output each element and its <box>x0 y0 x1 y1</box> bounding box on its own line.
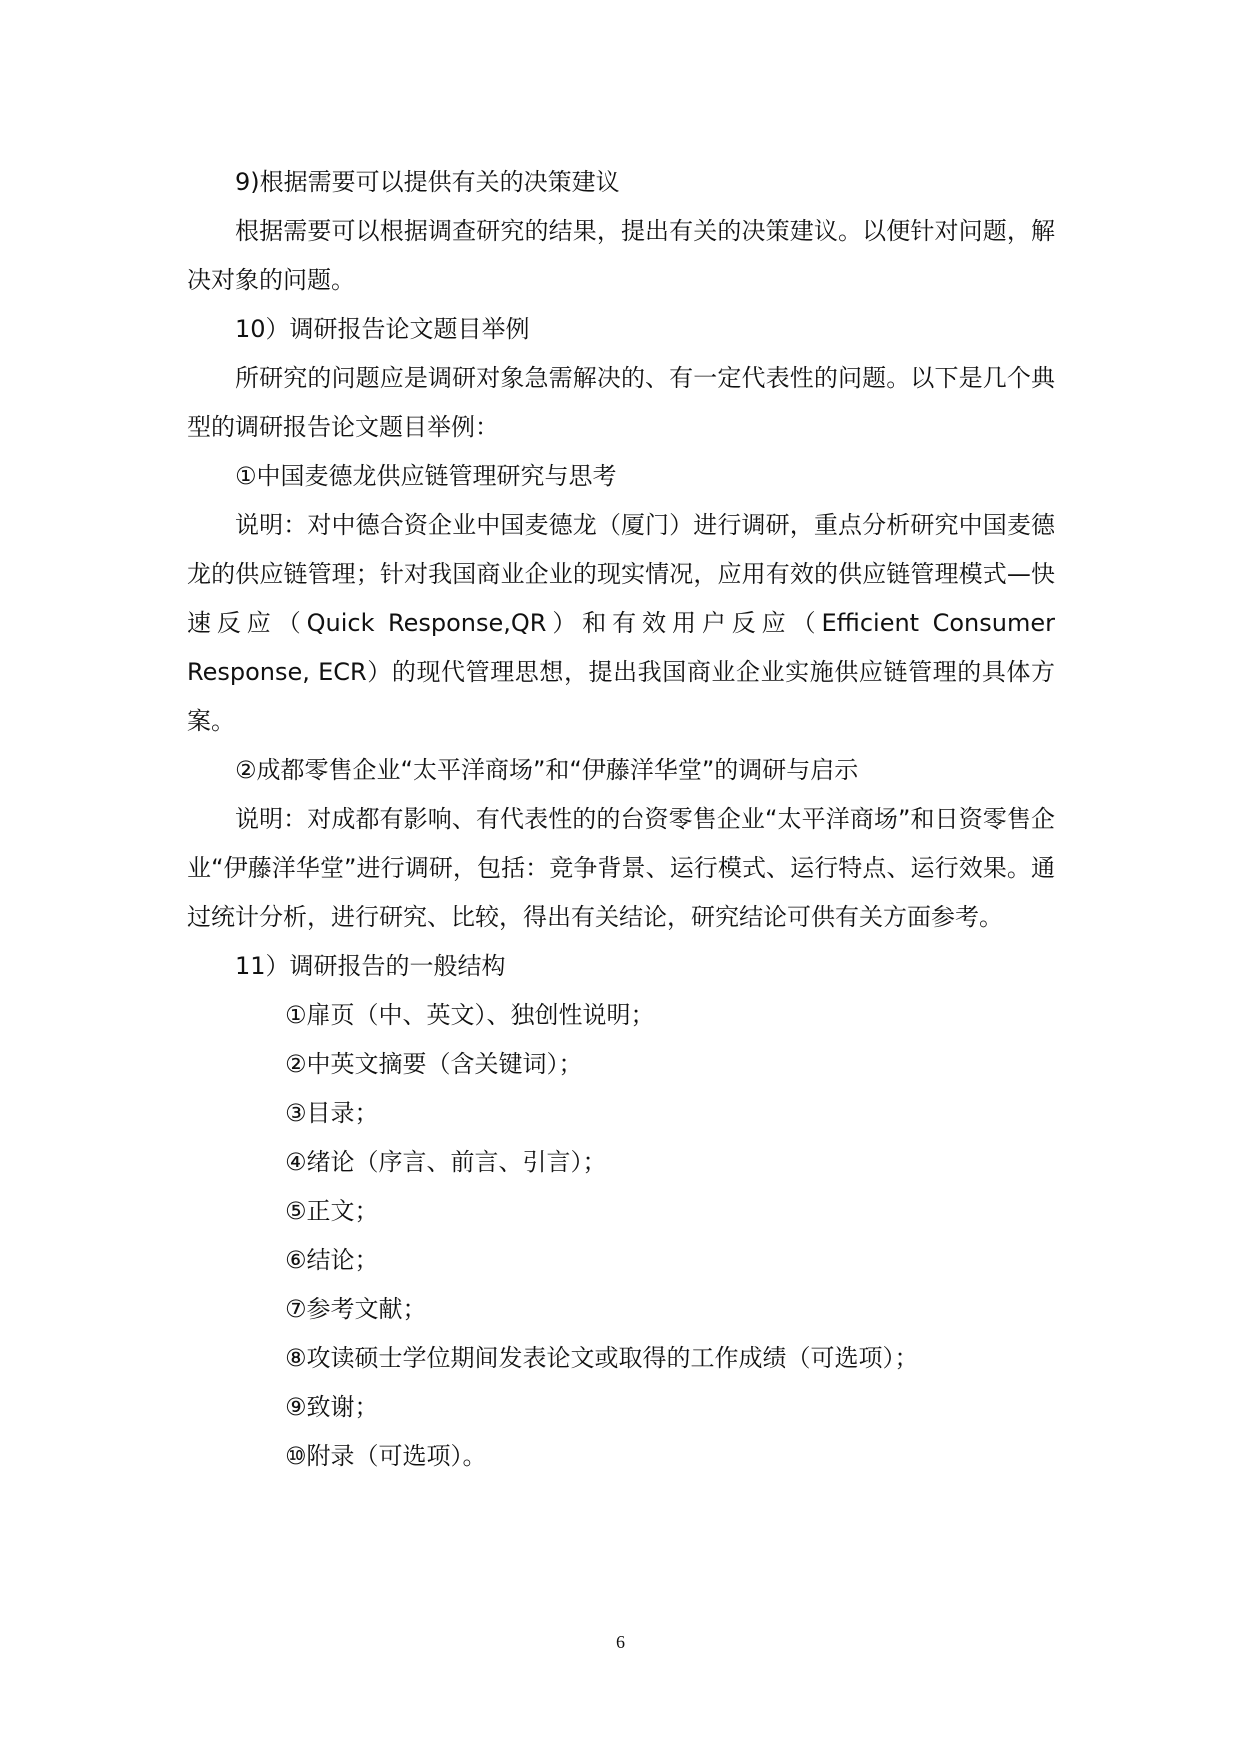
structure-item: ①扉页（中、英文）、独创性说明； <box>285 1001 655 1029</box>
paragraph-title-examples-heading: 10）调研报告论文题目举例 <box>235 315 530 343</box>
structure-item: ⑧攻读硕士学位期间发表论文或取得的工作成绩（可选项）； <box>285 1344 919 1372</box>
structure-item: ⑥结论； <box>285 1246 379 1274</box>
paragraph-decision-advice-heading: 9)根据需要可以提供有关的决策建议 <box>235 168 620 196</box>
paragraph-example-chengdu-description: 说明：对成都有影响、有代表性的的台资零售企业“太平洋商场”和日资零售企业“伊藤洋华堂”进行调研，包括：竞争背景、运行模式、运行特点、运行效果。通过统计分析，进行研究、比较，得出有关结论，研究结论可供有关方面参考。 <box>187 805 1055 931</box>
structure-item: ⑤正文； <box>285 1197 379 1225</box>
paragraph-example-chengdu-title: ②成都零售企业“太平洋商场”和“伊藤洋华堂”的调研与启示 <box>235 756 859 784</box>
paragraph-example-metro-description: 说明：对中德合资企业中国麦德龙（厦门）进行调研，重点分析研究中国麦德龙的供应链管理；针对我国商业企业的现实情况，应用有效的供应链管理模式—快速反应（Quick Response,QR）和有效用户反应（Efficient Consumer Response, ECR）的现代管理思想，提出我国商业企业实施供应链管理的具体方案。 <box>187 511 1055 735</box>
page-number: 6 <box>616 1632 625 1652</box>
structure-item: ④绪论（序言、前言、引言）； <box>285 1148 607 1176</box>
document-body <box>187 158 1055 1481</box>
structure-item: ⑩附录（可选项）。 <box>285 1442 487 1470</box>
paragraph-report-structure-heading: 11）调研报告的一般结构 <box>235 952 506 980</box>
paragraph-example-metro-title: ①中国麦德龙供应链管理研究与思考 <box>235 462 617 490</box>
paragraph-title-examples-intro: 所研究的问题应是调研对象急需解决的、有一定代表性的问题。以下是几个典型的调研报告论文题目举例： <box>187 364 1055 441</box>
structure-item: ⑨致谢； <box>285 1393 379 1421</box>
structure-item: ②中英文摘要（含关键词）； <box>285 1050 583 1078</box>
structure-item: ⑦参考文献； <box>285 1295 427 1323</box>
structure-item: ③目录； <box>285 1099 379 1127</box>
paragraph-decision-advice: 根据需要可以根据调查研究的结果，提出有关的决策建议。以便针对问题，解决对象的问题。 <box>187 217 1055 294</box>
